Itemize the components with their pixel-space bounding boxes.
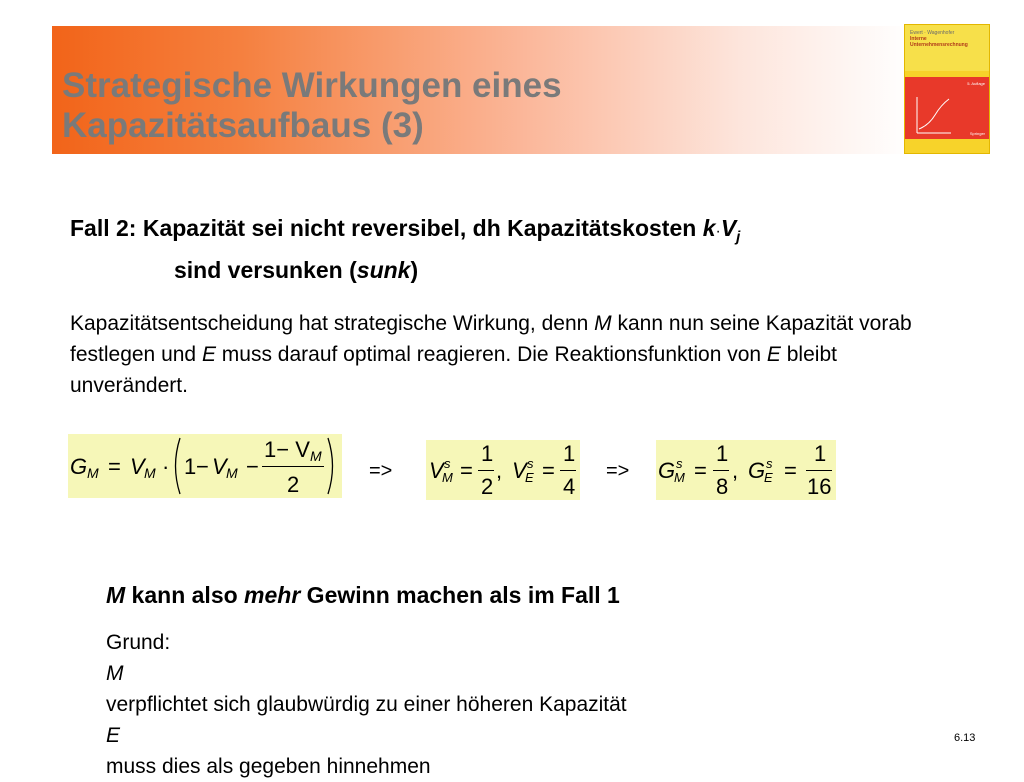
- f3-eq-1: =: [694, 458, 707, 483]
- f1-left-paren: [170, 436, 182, 496]
- f1-dot: ·: [162, 454, 170, 479]
- slide-title: [62, 66, 842, 146]
- f3-g-2: G: [748, 458, 766, 483]
- f3-sub-e: E: [764, 470, 773, 485]
- f2-eq-1: =: [460, 458, 473, 483]
- f2-sub-e: E: [525, 470, 534, 485]
- implies-arrow-2: =>: [606, 460, 630, 482]
- f1-sub-m-4: M: [310, 448, 322, 464]
- para-t4: bleibt unverändert.: [70, 343, 837, 397]
- title-line-2: Kapazitätsaufbaus (3): [62, 106, 424, 145]
- f3-eq-2: =: [784, 458, 797, 483]
- f1-minus-1: −: [196, 454, 209, 479]
- f2-den-1: 2: [481, 474, 494, 499]
- conclusion-mehr: mehr: [244, 582, 301, 608]
- heading-var-v: V: [720, 215, 737, 241]
- heading-line2-before: sind versunken (: [174, 256, 357, 283]
- f1-v-1: V: [130, 454, 145, 479]
- f3-comma: ,: [732, 458, 739, 483]
- implies-arrow-1: =>: [369, 460, 393, 482]
- profit-solution-formula: [656, 440, 836, 500]
- para-m1: M: [594, 312, 612, 335]
- reason-l2-rest: muss dies als gegeben hinnehmen: [106, 755, 431, 778]
- f2-sup-s-2: s: [527, 456, 534, 471]
- f1-one: 1: [184, 454, 197, 479]
- f2-comma: ,: [496, 458, 503, 483]
- book-title-line-2: Unternehmensrechnung: [910, 42, 968, 48]
- conclusion-heading: [106, 582, 620, 609]
- f2-bar-1: [478, 470, 494, 471]
- heading-var-k: k: [702, 215, 716, 241]
- f3-sup-s-2: s: [766, 456, 773, 471]
- book-cover-image: [904, 24, 990, 154]
- reason-line-2: [106, 720, 906, 782]
- f2-num-2: 1: [563, 441, 576, 466]
- para-t2: kann nun seine Kapazität vorab festlegen und: [70, 312, 912, 366]
- f3-den-2: 16: [807, 474, 832, 499]
- conclusion-t1: kann also: [125, 582, 245, 608]
- para-e2: E: [766, 343, 781, 366]
- reason-e: E: [106, 724, 121, 747]
- f2-num-1: 1: [481, 441, 494, 466]
- f3-num-2: 1: [814, 441, 827, 466]
- heading-dot: ·: [715, 223, 721, 240]
- f3-g-1: G: [658, 458, 676, 483]
- f3-den-1: 8: [716, 474, 729, 499]
- f1-g: G: [70, 454, 88, 479]
- f1-sub-m-1: M: [87, 465, 99, 481]
- reason-prefix: Grund:: [106, 631, 171, 654]
- f1-frac-numerator: 1− V: [264, 437, 310, 462]
- book-title-line-1: Interne: [910, 36, 927, 42]
- heading-sub-j: j: [736, 228, 741, 246]
- book-edition: 5. Auflage: [967, 81, 985, 86]
- book-cover-graph-icon: [915, 95, 953, 135]
- f1-minus-2: −: [246, 454, 259, 479]
- para-t3: muss darauf optimal reagieren. Die Reaktionsfunktion von: [215, 343, 767, 366]
- f1-fraction-bar: [262, 466, 324, 467]
- heading-sunk: sunk: [356, 256, 411, 283]
- f3-sup-s-1: s: [676, 456, 683, 471]
- f3-bar-2: [806, 470, 832, 471]
- heading-line2-after: ): [410, 256, 419, 283]
- f2-sub-m: M: [442, 470, 453, 485]
- f2-sup-s-1: s: [444, 456, 451, 471]
- capacity-solution-formula: [426, 440, 580, 500]
- f1-sub-m-3: M: [226, 465, 238, 481]
- f2-eq-2: =: [542, 458, 555, 483]
- profit-formula: [68, 434, 342, 498]
- title-line-1: Strategische Wirkungen eines: [62, 66, 562, 105]
- para-t1: Kapazitätsentscheidung hat strategische Wirkung, denn: [70, 312, 595, 335]
- heading-text: Fall 2: Kapazität sei nicht reversibel, dh Kapazitätskosten: [70, 215, 703, 241]
- f1-frac-denominator: 2: [287, 472, 300, 497]
- f1-eq: =: [108, 454, 121, 479]
- explanation-paragraph: [70, 308, 930, 401]
- book-cover-text: [910, 30, 986, 48]
- book-publisher: Springer: [969, 131, 985, 136]
- page-number: 6.13: [954, 732, 976, 744]
- reason-line-1: [106, 627, 906, 720]
- f1-v-2: V: [212, 454, 227, 479]
- f2-v-1: V: [429, 458, 444, 483]
- case-heading: [70, 212, 740, 286]
- f2-bar-2: [560, 470, 576, 471]
- f3-sub-m: M: [674, 470, 685, 485]
- f2-v-2: V: [512, 458, 527, 483]
- f3-bar-1: [713, 470, 729, 471]
- reason-text: [106, 627, 906, 782]
- conclusion-t2: Gewinn machen als im Fall 1: [300, 582, 620, 608]
- reason-m: M: [106, 662, 124, 685]
- f1-right-paren: [326, 436, 338, 496]
- f3-num-1: 1: [716, 441, 729, 466]
- f2-den-2: 4: [563, 474, 576, 499]
- reason-l1-rest: verpflichtet sich glaubwürdig zu einer höheren Kapazität: [106, 693, 627, 716]
- book-authors: Ewert · Wagenhofer: [910, 30, 955, 36]
- f1-sub-m-2: M: [144, 465, 156, 481]
- heading-line-2: [70, 254, 740, 286]
- para-e1: E: [201, 343, 216, 366]
- conclusion-m: M: [106, 582, 126, 608]
